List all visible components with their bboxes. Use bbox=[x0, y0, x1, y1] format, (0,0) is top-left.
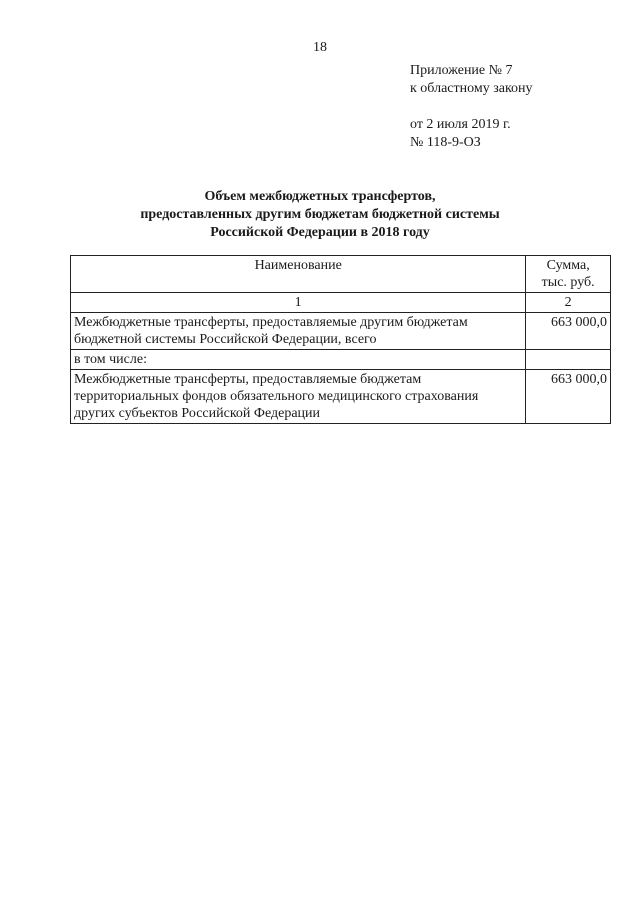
title-line-1: Объем межбюджетных трансфертов, bbox=[204, 189, 436, 204]
header-sum-line-2: тыс. руб. bbox=[541, 275, 595, 290]
transfers-table bbox=[70, 255, 611, 424]
column-number-2: 2 bbox=[526, 293, 611, 313]
table-row bbox=[71, 313, 611, 350]
column-number-1: 1 bbox=[71, 293, 526, 313]
title-line-2: предоставленных другим бюджетам бюджетной системы bbox=[140, 207, 500, 222]
table-row bbox=[71, 350, 611, 370]
table-header-row bbox=[71, 256, 611, 293]
appendix-number: Приложение № 7 bbox=[410, 63, 513, 78]
row-sum-cell: 663 000,0 bbox=[526, 313, 611, 350]
header-name-cell: Наименование bbox=[71, 256, 526, 293]
row-sum-cell bbox=[526, 350, 611, 370]
row-name-cell: в том числе: bbox=[71, 350, 526, 370]
header-sum-line-1: Сумма, bbox=[546, 258, 590, 273]
page-number: 18 bbox=[313, 40, 327, 55]
table-row bbox=[71, 370, 611, 424]
row-sum-cell: 663 000,0 bbox=[526, 370, 611, 424]
appendix-block bbox=[410, 62, 533, 152]
title-line-3: Российской Федерации в 2018 году bbox=[210, 225, 430, 240]
appendix-spacer bbox=[410, 98, 533, 116]
appendix-law-ref: к областному закону bbox=[410, 81, 533, 96]
document-title bbox=[0, 188, 640, 242]
header-sum-cell bbox=[526, 256, 611, 293]
row-name-cell: Межбюджетные трансферты, предоставляемые другим бюджетам бюджетной системы Российской Федерации, всего bbox=[71, 313, 526, 350]
column-number-row bbox=[71, 293, 611, 313]
appendix-date: от 2 июля 2019 г. bbox=[410, 117, 511, 132]
row-name-cell: Межбюджетные трансферты, предоставляемые бюджетам территориальных фондов обязательного медицинского страхования других субъектов Российской Федерации bbox=[71, 370, 526, 424]
appendix-law-number: № 118-9-ОЗ bbox=[410, 135, 481, 150]
